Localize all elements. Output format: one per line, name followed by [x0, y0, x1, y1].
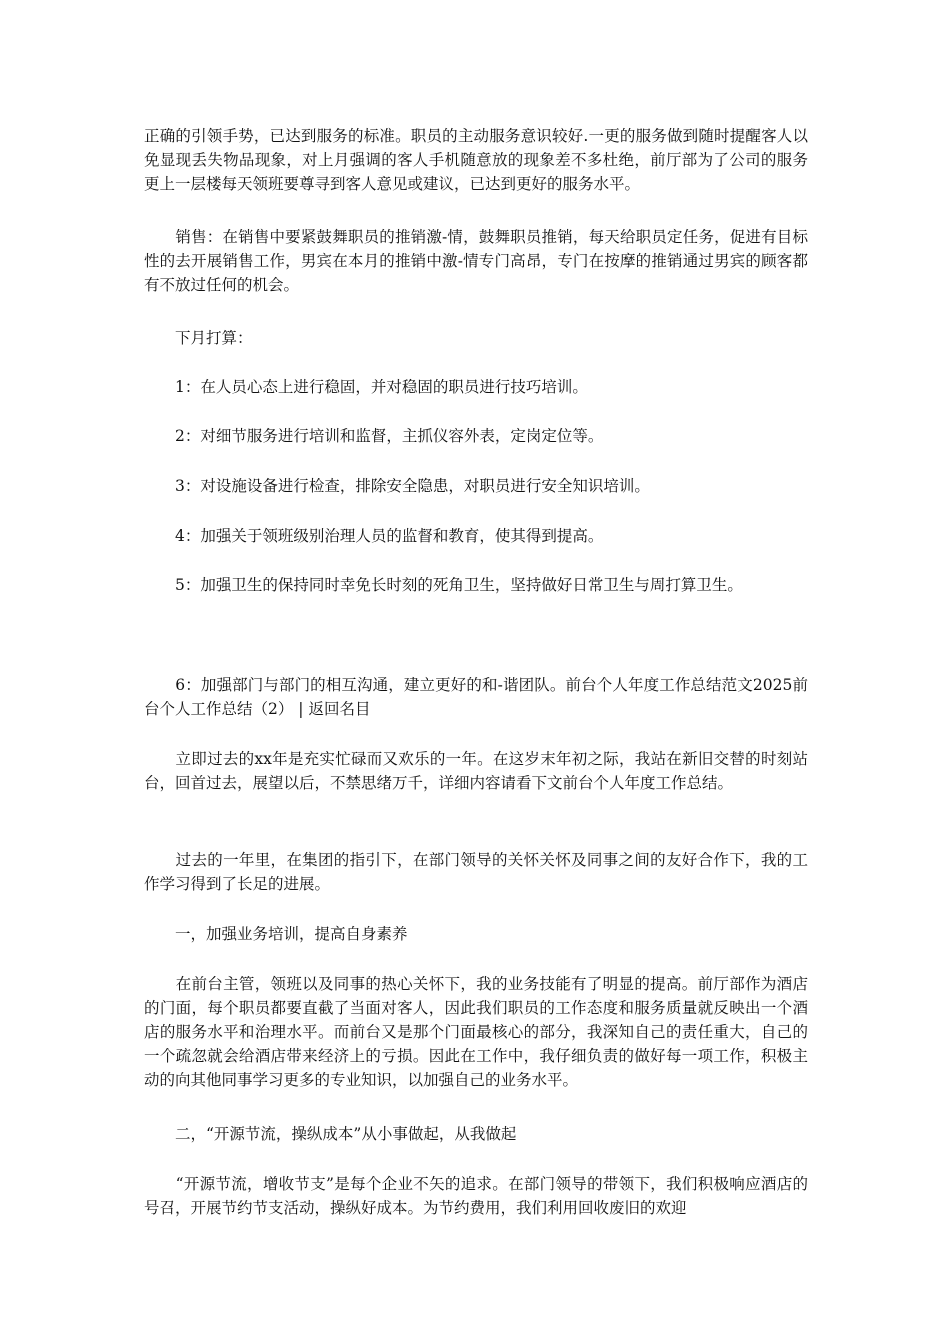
- paragraph-sales: 销售：在销售中要紧鼓舞职员的推销激-情，鼓舞职员推销，每天给职员定任务，促进有目标性的去开展销售工作，男宾在本月的推销中激-情专门高昂，专门在按摩的推销通过男宾的顾客都有不放过任何的机会。: [144, 228, 808, 294]
- paragraph-past-year: 过去的一年里，在集团的指引下，在部门领导的关怀关怀及同事之间的友好合作下，我的工作学习得到了长足的进展。: [144, 851, 808, 893]
- paragraph-year-intro: 立即过去的xx年是充实忙碌而又欢乐的一年。在这岁末年初之际，我站在新旧交替的时刻站台，回首过去，展望以后，不禁思绪万千，详细内容请看下文前台个人年度工作总结。: [144, 750, 808, 792]
- plan-item-6-and-section-title: 6：加强部门与部门的相互沟通，建立更好的和-谐团队。前台个人年度工作总结范文2025前台个人工作总结（2） | 返回名目: [144, 676, 808, 718]
- paragraph-service-standard: 正确的引领手势，已达到服务的标准。职员的主动服务意识较好.一更的服务做到随时提醒客人以免显现丢失物品现象，对上月强调的客人手机随意放的现象差不多杜绝，前厅部为了公司的服务更上一层楼每天领班要尊寻到客人意见或建议，已达到更好的服务水平。: [144, 127, 808, 193]
- plan-item-5: 5：加强卫生的保持同时幸免长时刻的死角卫生，坚持做好日常卫生与周打算卫生。: [144, 576, 743, 594]
- heading-cost-control: 二，“开源节流，操纵成本”从小事做起，从我做起: [144, 1125, 517, 1143]
- plan-item-2: 2：对细节服务进行培训和监督，主抓仪容外表，定岗定位等。: [144, 427, 604, 445]
- plan-item-3: 3：对设施设备进行检查，排除安全隐患，对职员进行安全知识培训。: [144, 477, 650, 495]
- plan-item-1: 1：在人员心态上进行稳固，并对稳固的职员进行技巧培训。: [144, 378, 588, 396]
- plan-item-4: 4：加强关于领班级别治理人员的监督和教育，使其得到提高。: [144, 527, 604, 545]
- paragraph-next-month-plan-heading: 下月打算：: [144, 329, 253, 347]
- paragraph-front-desk-duties: 在前台主管，领班以及同事的热心关怀下，我的业务技能有了明显的提高。前厅部作为酒店的门面，每个职员都要直截了当面对客人，因此我们职员的工作态度和服务质量就反映出一个酒店的服务水平和治理水平。而前台又是那个门面最核心的部分，我深知自己的责任重大，自己的一个疏忽就会给酒店带来经济上的亏损。因此在工作中，我仔细负责的做好每一项工作，积极主动的向其他同事学习更多的专业知识，以加强自己的业务水平。: [144, 975, 808, 1089]
- paragraph-cost-saving: “开源节流，增收节支”是每个企业不矢的追求。在部门领导的带领下，我们积极响应酒店的号召，开展节约节支活动，操纵好成本。为节约费用，我们利用回收废旧的欢迎: [144, 1175, 808, 1217]
- heading-business-training: 一，加强业务培训，提高自身素养: [144, 925, 408, 943]
